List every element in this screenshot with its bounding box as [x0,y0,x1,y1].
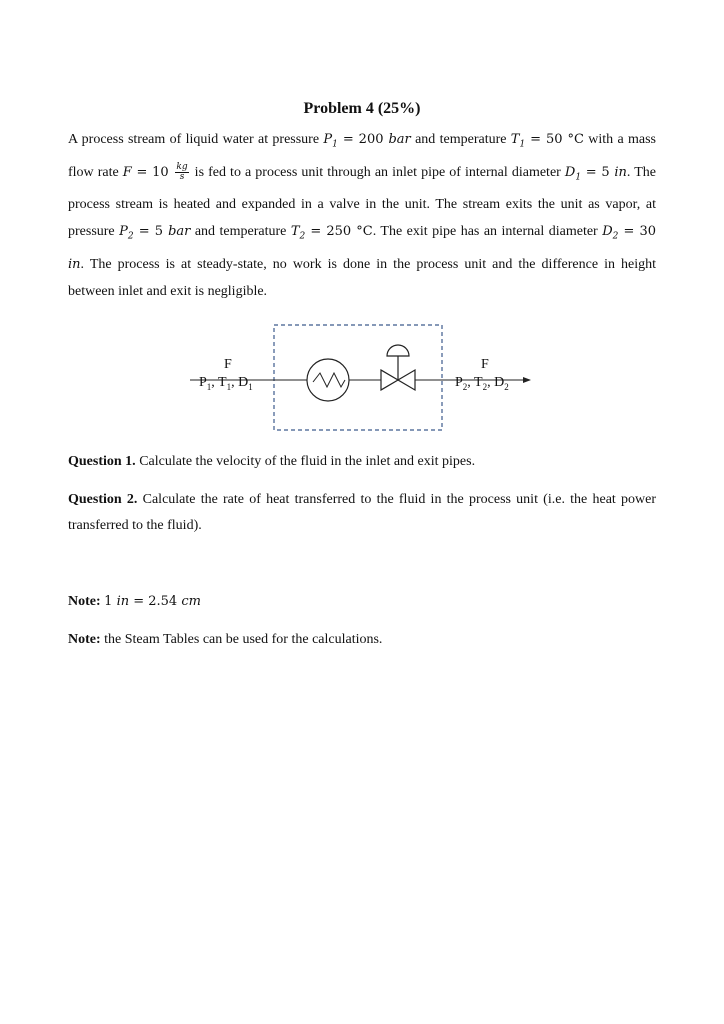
conversion-math: 1 in = 2.54 cm [104,593,201,609]
question-1 [68,449,656,475]
math-eq: = 30 [618,224,656,240]
math-eq: = 10 [131,164,174,180]
math-p1: $P_1$ [323,132,338,150]
statement-text: and temperature [190,224,291,240]
math-d1: $D_1$ [564,164,582,183]
note-steam-tables [68,627,656,653]
note-conversion [68,589,656,615]
control-valve-icon [381,345,415,390]
math-eq: = 50 °C [525,132,584,147]
question-2 [68,487,656,539]
problem-title: Problem 4 (25%) [303,100,421,117]
question-text: Calculate the velocity of the fluid in the inlet and exit pipes. [135,453,476,469]
process-unit-boundary [274,325,442,430]
process-diagram [68,319,656,439]
statement-text: . The exit pipe has an internal diameter [372,224,603,240]
statement-text: with a mass flow rate [68,132,657,180]
math-eq: = 5 [133,224,169,240]
note-text: the Steam Tables can be used for the calculations. [100,631,383,647]
question-label: Question 1. [68,453,136,469]
outlet-flow-label: F [481,356,489,372]
math-eq: = 200 [337,132,389,147]
question-label: Question 2. [68,491,138,507]
math-eq: = 5 [581,164,615,180]
heat-exchanger-icon [307,359,349,401]
problem-statement [68,126,656,305]
math-t2: $T_2$ [290,224,306,242]
outlet-props-label: $P_2$, $T_2$, $D_2$ [455,374,509,392]
inlet-props-label: $P_1$, $T_1$, $D_1$ [199,374,253,392]
math-eq: = 250 °C [305,224,373,240]
math-unit: bar [168,224,191,240]
process-diagram-svg [68,319,656,439]
note-label: Note: [68,593,101,609]
inlet-flow-label: F [224,356,232,372]
note-label: Note: [68,631,101,647]
statement-text: . The process stream is heated and expanded in a valve in the unit. The stream exits the unit as vapor, at pressure [68,164,656,240]
math-p2: $P_2$ [119,224,134,242]
statement-text: A process stream of liquid water at pressure [68,132,324,147]
math-unit: in [614,164,627,180]
math-d2: $D_2$ [602,224,619,242]
math-unit: in [68,256,81,272]
statement-text: is fed to a process unit through an inlet pipe of internal diameter [190,164,565,180]
fraction-kg-per-s: $\frac{kg}{s}$ [176,161,188,182]
statement-text: . The process is at steady-state, no work is done in the process unit and the difference in height between inlet and exit is negligible. [68,256,656,299]
question-text: Calculate the rate of heat transferred to the fluid in the process unit (i.e. the heat power transferred to the fluid). [68,491,656,533]
math-unit: bar [388,132,411,147]
math-t1: $T_1$ [510,132,526,150]
problem-page [68,100,656,653]
statement-text: and temperature [410,132,511,147]
math-f: F [122,164,132,180]
